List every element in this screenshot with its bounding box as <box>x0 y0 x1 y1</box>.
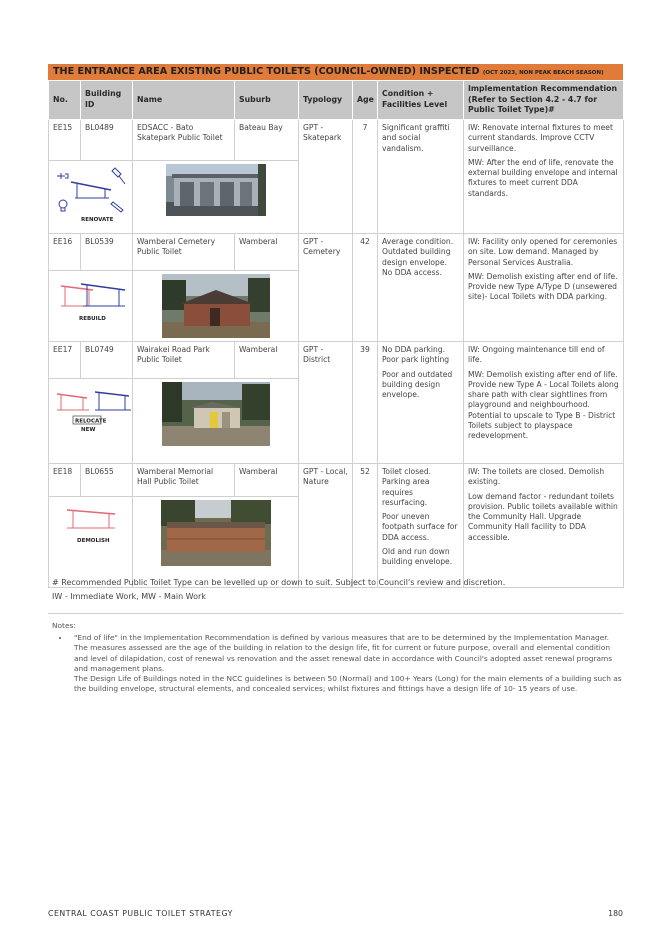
header-no: No. <box>49 81 81 120</box>
cell-building-id: BL0749 <box>81 342 133 379</box>
cell-typology: GPT - District <box>299 342 353 464</box>
cell-recommendation <box>464 342 624 464</box>
demolish-diagram <box>49 497 133 588</box>
header-suburb: Suburb <box>235 81 299 120</box>
relocate-diagram <box>49 379 133 464</box>
cell-recommendation <box>464 120 624 234</box>
table-row <box>49 464 624 497</box>
diagram-label: DEMOLISH <box>77 538 110 544</box>
cell-suburb: Bateau Bay <box>235 120 299 161</box>
recommendation-mw: MW: Demolish existing after end of life. Provide new Type A/Type D (unsewered site)- Local Toilets with DDA parking. <box>468 271 618 302</box>
condition-text: No DDA parking. Poor park lighting <box>382 345 450 365</box>
condition-text: Old and run down building envelope. <box>382 546 453 566</box>
demolish-icon <box>53 500 133 546</box>
cell-condition <box>378 234 464 342</box>
recommendation-mw: MW: Demolish existing after end of life. Provide new Type A - Local Toilets along share path with clear sightlines from playground and neighbourhood. Potential to upscale to Type B - District Toilets subject to playspace redevelopment. <box>468 369 619 440</box>
recommendation-iw: IW: The toilets are closed. Demolish existing. <box>468 467 605 487</box>
recommendation-mw: MW: After the end of life, renovate the external building envelope and internal fixtures to meet current DDA standards. <box>468 157 618 198</box>
condition-text: Average condition. Outdated building design envelope. No DDA access. <box>382 237 454 277</box>
note-design-life: The Design Life of Buildings noted in the NCC guidelines is between 50 (Normal) and 100+ Years (Long) for the main elements of a building such as the building envelope, structural elements, and concealed services; whilst fixtures and fittings have a design life of 10- 15 years of use. <box>74 674 622 694</box>
rebuild-icon <box>53 274 133 324</box>
table-title <box>48 64 623 80</box>
table-header-row <box>49 81 624 120</box>
page-number: 180 <box>608 909 623 918</box>
toilet-inspection-table <box>48 80 624 588</box>
cell-typology: GPT - Skatepark <box>299 120 353 234</box>
cell-condition <box>378 342 464 464</box>
photo-cell <box>133 497 299 588</box>
cell-building-id: BL0489 <box>81 120 133 161</box>
divider <box>48 613 623 614</box>
table-row <box>49 342 624 379</box>
cell-building-id: BL0655 <box>81 464 133 497</box>
list-item <box>70 633 622 694</box>
header-age: Age <box>353 81 378 120</box>
rebuild-diagram <box>49 271 133 342</box>
condition-text: Poor and outdated building design envelope. <box>382 369 453 399</box>
header-condition: Condition + Facilities Level <box>378 81 464 120</box>
header-typology: Typology <box>299 81 353 120</box>
cell-age: 39 <box>353 342 378 464</box>
header-recommendation: Implementation Recommendation (Refer to Section 4.2 - 4.7 for Public Toilet Type)# <box>464 81 624 120</box>
recommendation-note: Low demand factor - redundant toilets provision. Public toilets available within the Community Hall. Upgrade Community Hall facility to DDA accessible. <box>468 491 618 542</box>
condition-text: Toilet closed. Parking area requires resurfacing. <box>382 467 432 507</box>
cell-suburb: Wamberal <box>235 342 299 379</box>
table-footnotes <box>52 578 622 606</box>
notes-list <box>52 633 622 694</box>
cell-building-id: BL0539 <box>81 234 133 271</box>
cell-age: 7 <box>353 120 378 234</box>
cell-suburb: Wamberal <box>235 234 299 271</box>
table-title-main: THE ENTRANCE AREA EXISTING PUBLIC TOILETS (COUNCIL-OWNED) INSPECTED <box>53 66 480 77</box>
diagram-label: REBUILD <box>79 316 106 322</box>
cell-recommendation <box>464 234 624 342</box>
footnote-recommended: # Recommended Public Toilet Type can be levelled up or down to suit. Subject to Council's review and discretion. <box>52 578 506 587</box>
renovate-tools-icon <box>53 164 133 224</box>
cell-name: Wamberal Cemetery Public Toilet <box>133 234 235 271</box>
diagram-label-2: NEW <box>81 427 96 433</box>
toilet-photo-skatepark <box>166 164 266 216</box>
table-row <box>49 120 624 161</box>
recommendation-iw: IW: Facility only opened for ceremonies on site. Low demand. Managed by Personal Services Australia. <box>468 237 618 267</box>
cell-typology: GPT - Local, Nature <box>299 464 353 588</box>
photo-cell <box>133 379 299 464</box>
cell-name: Wamberal Memorial Hall Public Toilet <box>133 464 235 497</box>
notes-heading: Notes: <box>52 621 76 630</box>
diagram-label: RENOVATE <box>81 217 114 223</box>
header-building-id: Building ID <box>81 81 133 120</box>
table-title-sub: (OCT 2023, NON PEAK BEACH SEASON) <box>482 70 604 76</box>
photo-cell <box>133 271 299 342</box>
footer-document-title: CENTRAL COAST PUBLIC TOILET STRATEGY <box>48 909 233 918</box>
cell-no: EE15 <box>49 120 81 161</box>
recommendation-iw: IW: Renovate internal fixtures to meet current standards. Improve CCTV surveillance. <box>468 123 613 153</box>
photo-cell <box>133 161 299 234</box>
cell-age: 52 <box>353 464 378 588</box>
cell-no: EE16 <box>49 234 81 271</box>
condition-text: Poor uneven footpath surface for DDA access. <box>382 512 458 542</box>
footnote-legend: IW - Immediate Work, MW - Main Work <box>52 592 206 601</box>
cell-condition <box>378 120 464 234</box>
relocate-icon <box>53 382 133 436</box>
cell-recommendation <box>464 464 624 588</box>
cell-age: 42 <box>353 234 378 342</box>
note-end-of-life: "End of life" in the Implementation Recommendation is defined by various measures that are to be determined by the Implementation Manager. The measures assessed are the age of the building in relation to the design life, fit for current or future purpose, overall and elemental condition and level of dilapidation, cost of renewal vs renovation and the asset renewal date in accordance with Council's adopted asset renewal programs and management plans. <box>74 633 613 673</box>
cell-no: EE18 <box>49 464 81 497</box>
cell-condition <box>378 464 464 588</box>
cell-typology: GPT - Cemetery <box>299 234 353 342</box>
cell-name: EDSACC - Bato Skatepark Public Toilet <box>133 120 235 161</box>
toilet-photo-district <box>162 382 270 446</box>
table-row <box>49 234 624 271</box>
cell-suburb: Wamberal <box>235 464 299 497</box>
renovate-diagram <box>49 161 133 234</box>
condition-text: Significant graffiti and social vandalism. <box>382 123 450 153</box>
cell-no: EE17 <box>49 342 81 379</box>
cell-name: Wairakei Road Park Public Toilet <box>133 342 235 379</box>
notes-section <box>52 621 622 695</box>
header-name: Name <box>133 81 235 120</box>
recommendation-iw: IW: Ongoing maintenance till end of life. <box>468 345 605 365</box>
diagram-label: RELOCATE <box>75 418 107 425</box>
toilet-photo-memorial-hall <box>161 500 271 566</box>
toilet-photo-cemetery <box>162 274 270 338</box>
